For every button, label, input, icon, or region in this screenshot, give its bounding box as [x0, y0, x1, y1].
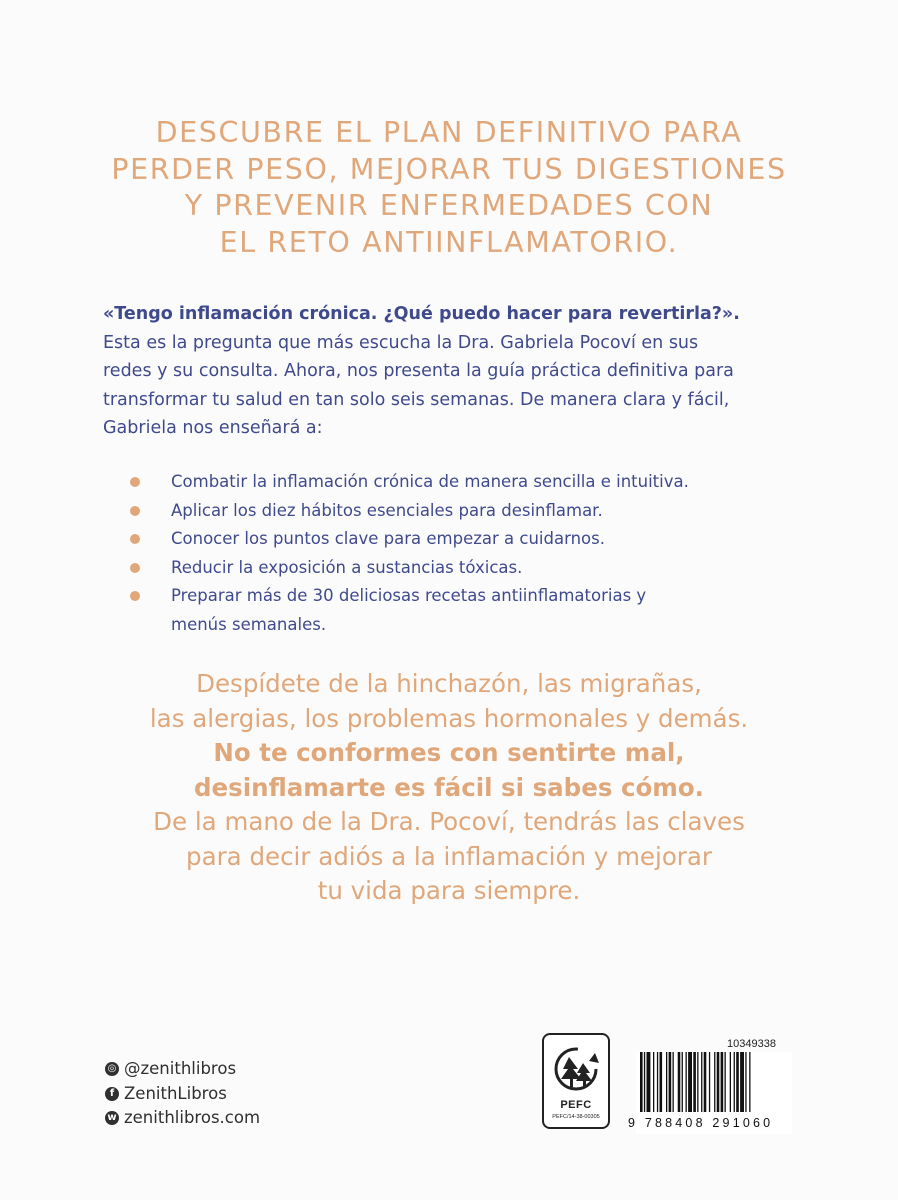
pefc-logo: [542, 1033, 610, 1129]
website: zenithlibros.com: [124, 1108, 261, 1127]
closing-line: Despídete de la hinchazón, las migrañas,: [196, 669, 702, 698]
bullet-dot-icon: [130, 534, 140, 544]
list-item: [130, 525, 830, 554]
headline-line: Y PREVENIR ENFERMEDADES CON: [184, 189, 714, 222]
closing-line: las alergias, los problemas hormonales y demás.: [149, 703, 749, 733]
social-facebook[interactable]: [105, 1082, 260, 1107]
list-item-text: menús semanales.: [171, 614, 327, 634]
closing-bold-line: No te conformes con sentirte mal,: [213, 738, 685, 767]
list-item-continuation: [130, 611, 830, 640]
closing-paragraph: [0, 667, 898, 909]
list-item-text: Conocer los puntos clave para empezar a cuidarnos.: [171, 529, 605, 548]
list-item-text: Reducir la exposición a sustancias tóxicas.: [171, 557, 523, 577]
intro-line: transformar tu salud en tan solo seis semanas. De manera clara y fácil,: [103, 389, 730, 410]
intro-paragraph: [103, 300, 823, 443]
list-item: [130, 497, 830, 526]
closing-line: tu vida para siempre.: [317, 876, 581, 905]
intro-line: redes y su consulta. Ahora, nos presenta la guía práctica definitiva para: [103, 361, 734, 381]
list-item-text: Combatir la inflamación crónica de manera sencilla e intuitiva.: [171, 472, 689, 491]
headline-line: PERDER PESO, MEJORAR TUS DIGESTIONES: [111, 152, 787, 186]
social-links: [105, 1057, 260, 1131]
web-icon: w: [105, 1111, 119, 1125]
facebook-handle: ZenithLibros: [124, 1083, 227, 1103]
social-web[interactable]: [105, 1106, 260, 1131]
list-item-text: Aplicar los diez hábitos esenciales para desinflamar.: [171, 500, 603, 520]
headline-line: EL RETO ANTIINFLAMATORIO.: [219, 225, 679, 259]
closing-line: para decir adiós a la inflamación y mejorar: [186, 841, 712, 871]
bullet-list: [130, 468, 830, 639]
intro-line: Esta es la pregunta que más escucha la Dra. Gabriela Pocoví en sus: [103, 332, 699, 353]
instagram-handle: @zenithlibros: [124, 1059, 237, 1078]
instagram-icon: ◎: [105, 1062, 119, 1076]
social-instagram[interactable]: [105, 1057, 260, 1082]
pefc-brand: PEFC: [560, 1099, 592, 1111]
list-item: [130, 468, 830, 497]
facebook-icon: f: [105, 1087, 119, 1101]
intro-line: Gabriela nos enseñará a:: [103, 418, 323, 438]
list-item-text: Preparar más de 30 deliciosas recetas antiinflamatorias y: [171, 586, 647, 605]
headline: [0, 115, 898, 261]
pefc-code: PEFC/14-38-00305: [552, 1114, 600, 1120]
ean-number: 9 788408 291060: [628, 1116, 774, 1130]
intro-quote: «Tengo inflamación crónica. ¿Qué puedo hacer para revertirla?».: [103, 304, 740, 324]
bullet-dot-icon: [130, 477, 140, 487]
closing-line: De la mano de la Dra. Pocoví, tendrás las claves: [153, 807, 745, 836]
list-item: [130, 582, 830, 611]
closing-bold-line: desinflamarte es fácil si sabes cómo.: [194, 772, 704, 802]
headline-line: DESCUBRE EL PLAN DEFINITIVO PARA: [155, 116, 743, 149]
list-item: [130, 554, 830, 583]
barcode-bars-icon: [636, 1052, 792, 1118]
pefc-tree-icon: [551, 1043, 601, 1095]
bullet-dot-icon: [130, 563, 140, 573]
bullet-dot-icon: [130, 506, 140, 516]
bullet-dot-icon: [130, 591, 140, 601]
barcode-reference: 10349338: [727, 1038, 776, 1050]
